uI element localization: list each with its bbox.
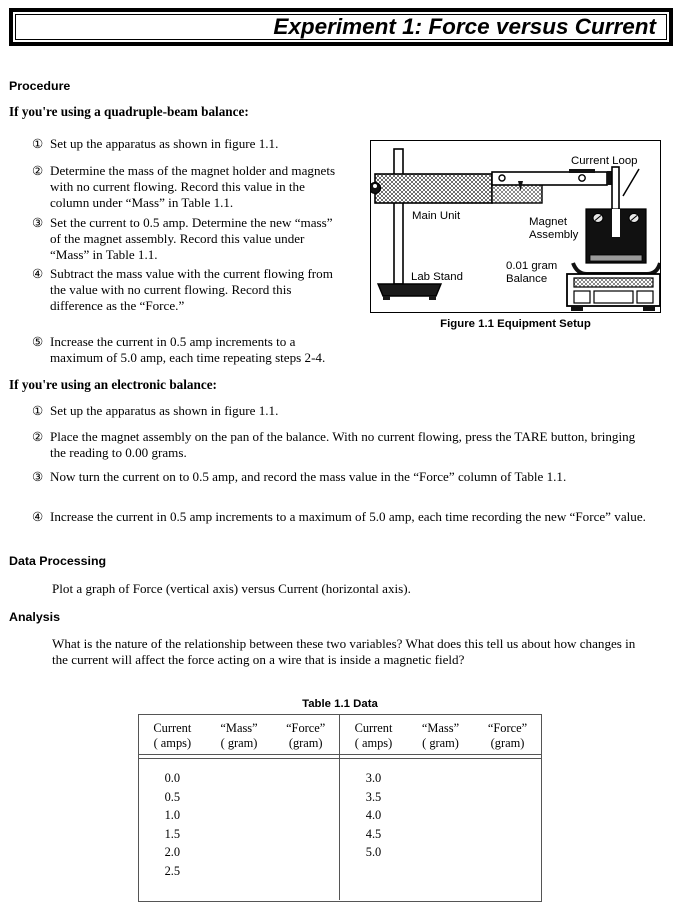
balance-foot-right bbox=[643, 306, 655, 311]
header-line2: ( gram) bbox=[220, 736, 258, 750]
table-cell[interactable] bbox=[407, 788, 474, 807]
beam-pivot-right bbox=[579, 175, 585, 181]
header-force-right bbox=[474, 715, 541, 759]
heading-electronic-balance: If you're using an electronic balance: bbox=[9, 377, 217, 392]
table-cell[interactable] bbox=[272, 769, 339, 788]
figure-label-magnet-assembly-line1: Magnet bbox=[529, 216, 567, 228]
balance-pan bbox=[573, 263, 660, 274]
balance-panel-center bbox=[594, 291, 633, 303]
analysis-text: What is the nature of the relationship between these two variables? What does this tell us about how changes in the current will affect the force acting on a wire that is inside a magnetic field? bbox=[52, 636, 636, 668]
table-cell[interactable] bbox=[206, 788, 273, 807]
step-number: ④ bbox=[32, 267, 44, 281]
quad-step-5 bbox=[32, 334, 332, 366]
step-number: ② bbox=[32, 430, 44, 444]
electronic-step-2 bbox=[32, 429, 649, 461]
figure-label-magnet-assembly-line2: Assembly bbox=[529, 229, 579, 241]
title-banner-inner bbox=[15, 14, 667, 40]
main-unit-connector-hole bbox=[373, 184, 377, 188]
header-line1: “Mass” bbox=[421, 721, 460, 735]
table-cell: 5.0 bbox=[365, 845, 382, 860]
header-line2: (gram) bbox=[490, 736, 525, 750]
step-text: Set up the apparatus as shown in figure 1.1. bbox=[50, 403, 279, 418]
table-cell[interactable] bbox=[272, 843, 339, 862]
lab-stand-base bbox=[378, 284, 441, 296]
column-force-right[interactable] bbox=[474, 759, 541, 900]
column-mass-right[interactable] bbox=[407, 759, 474, 900]
table-cell: 4.0 bbox=[365, 808, 382, 823]
table-header-left-half bbox=[139, 715, 340, 759]
header-mass-right bbox=[407, 715, 474, 759]
table-cell[interactable] bbox=[474, 843, 541, 862]
data-processing-text: Plot a graph of Force (vertical axis) versus Current (horizontal axis). bbox=[52, 581, 411, 596]
table-cell[interactable] bbox=[474, 806, 541, 825]
quad-step-4 bbox=[32, 266, 339, 314]
quad-step-3 bbox=[32, 215, 337, 263]
header-line2: ( amps) bbox=[354, 736, 393, 750]
step-number: ② bbox=[32, 164, 44, 178]
header-current-right bbox=[340, 715, 407, 759]
step-text: Place the magnet assembly on the pan of the balance. With no current flowing, press the TARE button, bringing the reading to 0.00 grams. bbox=[50, 429, 636, 461]
balance-button-right bbox=[637, 291, 653, 303]
table-cell[interactable] bbox=[206, 843, 273, 862]
table-header-right-half bbox=[340, 715, 541, 759]
table-cell: 3.5 bbox=[365, 789, 382, 804]
table-cell[interactable] bbox=[407, 825, 474, 844]
main-unit-body bbox=[375, 174, 492, 203]
header-line1: “Mass” bbox=[220, 721, 258, 735]
table-cell[interactable] bbox=[206, 862, 273, 881]
step-text: Set the current to 0.5 amp. Determine the new “mass” of the magnet assembly. Record this value under “Mass” in Table 1.1. bbox=[50, 215, 333, 263]
figure-label-main-unit: Main Unit bbox=[412, 210, 461, 222]
step-text: Increase the current in 0.5 amp increments to a maximum of 5.0 amp, each time repeating steps 2-4. bbox=[50, 334, 326, 366]
step-text: Determine the mass of the magnet holder and magnets with no current flowing. Record this value in the column under “Mass” in Table 1.1. bbox=[50, 163, 336, 211]
table-cell[interactable] bbox=[272, 806, 339, 825]
table-cell[interactable] bbox=[474, 769, 541, 788]
page-title: Experiment 1: Force versus Current bbox=[273, 13, 656, 39]
step-number: ④ bbox=[32, 510, 44, 524]
header-line2: ( gram) bbox=[422, 736, 459, 750]
table-cell[interactable] bbox=[407, 806, 474, 825]
table-cell: 1.5 bbox=[164, 826, 181, 841]
column-current-right bbox=[340, 759, 407, 900]
balance-beam bbox=[492, 172, 607, 185]
step-number: ⑤ bbox=[32, 335, 44, 349]
table-cell: 0.5 bbox=[164, 789, 181, 804]
table-caption: Table 1.1 Data bbox=[302, 698, 378, 710]
header-line1: “Force” bbox=[487, 721, 528, 735]
table-header-row bbox=[139, 715, 541, 759]
table-cell[interactable] bbox=[206, 769, 273, 788]
table-cell: 2.0 bbox=[164, 845, 181, 860]
data-table bbox=[138, 714, 542, 902]
header-current-left bbox=[139, 715, 206, 759]
step-number: ③ bbox=[32, 216, 44, 230]
table-cell: 1.0 bbox=[164, 808, 181, 823]
heading-quadruple-beam-balance: If you're using a quadruple-beam balance: bbox=[9, 104, 249, 119]
title-banner bbox=[9, 8, 673, 46]
lab-stand-foot-right bbox=[429, 296, 436, 300]
table-cell: 2.5 bbox=[164, 863, 181, 878]
figure-label-lab-stand: Lab Stand bbox=[411, 271, 463, 283]
table-cell: 0.0 bbox=[164, 771, 181, 785]
electronic-step-3 bbox=[32, 469, 652, 485]
table-body bbox=[139, 759, 541, 900]
step-number: ① bbox=[32, 404, 44, 418]
table-cell[interactable] bbox=[407, 769, 474, 788]
heading-data-processing: Data Processing bbox=[9, 554, 107, 568]
table-cell[interactable] bbox=[206, 806, 273, 825]
column-force-left[interactable] bbox=[272, 759, 339, 900]
table-cell[interactable] bbox=[272, 862, 339, 881]
figure-label-balance-line2: Balance bbox=[506, 273, 548, 285]
balance-display bbox=[574, 278, 653, 287]
table-body-right-half bbox=[340, 759, 541, 900]
header-line1: “Force” bbox=[286, 721, 326, 735]
table-cell[interactable] bbox=[206, 825, 273, 844]
table-cell: 4.5 bbox=[365, 826, 382, 841]
balance-foot-left bbox=[571, 306, 583, 311]
table-cell[interactable] bbox=[272, 825, 339, 844]
column-mass-left[interactable] bbox=[206, 759, 273, 900]
magnet-base-bar bbox=[590, 255, 642, 261]
quad-step-2 bbox=[32, 163, 339, 211]
step-number: ③ bbox=[32, 470, 44, 484]
table-cell[interactable] bbox=[474, 825, 541, 844]
header-force-left bbox=[272, 715, 339, 759]
column-current-left bbox=[139, 759, 206, 900]
header-line2: ( amps) bbox=[153, 736, 192, 750]
header-line2: (gram) bbox=[288, 736, 323, 750]
header-line1: Current bbox=[354, 721, 393, 735]
quad-step-1 bbox=[32, 136, 337, 152]
lab-stand-rod bbox=[394, 149, 403, 284]
step-text: Now turn the current on to 0.5 amp, and record the mass value in the “Force” column of Table 1.1. bbox=[50, 469, 567, 484]
table-cell[interactable] bbox=[272, 788, 339, 807]
beam-clamp-top bbox=[569, 169, 595, 173]
step-text: Set up the apparatus as shown in figure 1.1. bbox=[50, 136, 279, 151]
header-mass-left bbox=[206, 715, 273, 759]
figure-label-current-loop: Current Loop bbox=[571, 155, 638, 167]
step-text: Increase the current in 0.5 amp increments to a maximum of 5.0 amp, each time recording the new “Force” value. bbox=[50, 509, 646, 524]
figure-caption: Figure 1.1 Equipment Setup bbox=[440, 318, 591, 330]
electronic-step-1 bbox=[32, 403, 642, 419]
step-text: Subtract the mass value with the current flowing from the value with no current flowing. Record this difference as the “Force.” bbox=[50, 266, 333, 314]
header-line1: Current bbox=[153, 721, 192, 735]
magnet-gap bbox=[612, 209, 620, 237]
electronic-step-4 bbox=[32, 509, 652, 525]
table-cell[interactable] bbox=[407, 843, 474, 862]
heading-procedure: Procedure bbox=[9, 79, 71, 93]
figure-label-balance-line1: 0.01 gram bbox=[506, 260, 558, 272]
beam-pivot-left bbox=[499, 175, 505, 181]
table-cell[interactable] bbox=[474, 788, 541, 807]
figure-equipment-setup bbox=[370, 140, 661, 313]
step-number: ① bbox=[32, 137, 44, 151]
lab-stand-foot-left bbox=[383, 296, 390, 300]
current-loop-leader-line bbox=[623, 169, 639, 196]
table-body-left-half bbox=[139, 759, 340, 900]
table-cell: 3.0 bbox=[365, 771, 382, 785]
heading-analysis: Analysis bbox=[9, 610, 60, 624]
balance-button-left bbox=[574, 291, 590, 303]
